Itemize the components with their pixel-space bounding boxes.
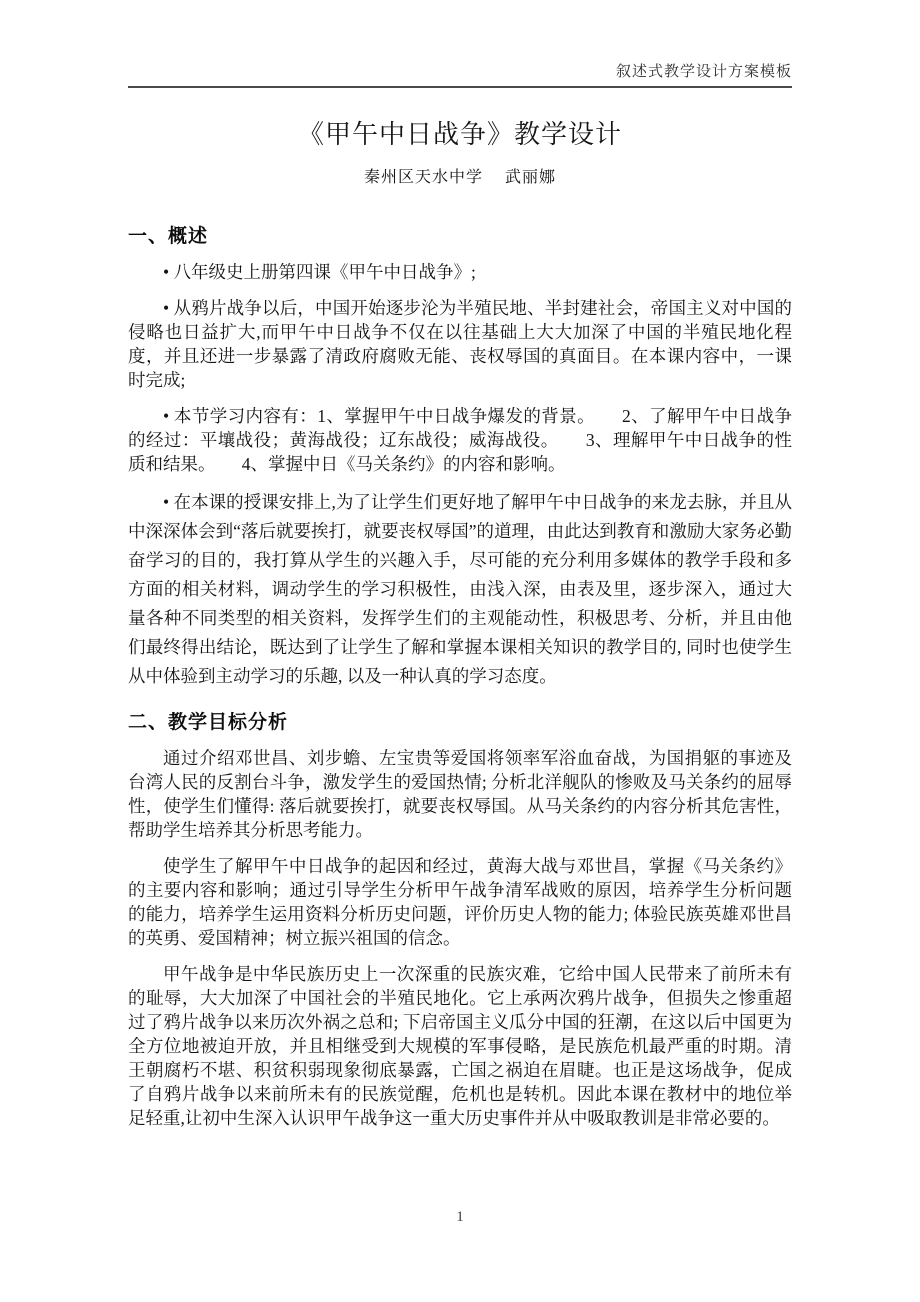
overview-bullet-2: • 从鸦片战争以后，中国开始逐步沦为半殖民地、半封建社会，帝国主义对中国的侵略也日益扩大,而甲午中日战争不仅在以往基础上大大加深了中国的半殖民地化程度，并且还进一步暴露了清政府腐败无能、丧权辱国的真面目。在本课内容中，一课时完成; bbox=[128, 298, 792, 390]
overview-bullet-3: • 本节学习内容有：1、掌握甲午中日战争爆发的背景。 2、了解甲午中日战争的经过：平壤战役；黄海战役；辽东战役；威海战役。 3、理解甲午中日战争的性质和结果。 4、掌握中日《马关条约》的内容和影响。 bbox=[128, 406, 792, 474]
section-heading-overview: 一、概述 bbox=[128, 226, 209, 247]
document-header-template-label: 叙述式教学设计方案模板 bbox=[128, 60, 792, 88]
page-number: 1 bbox=[456, 1209, 464, 1225]
document-byline: 秦州区天水中学 武丽娜 bbox=[363, 169, 556, 186]
goals-paragraph-3: 甲午战争是中华民族历史上一次深重的民族灾难，它给中国人民带来了前所未有的耻辱，大大加深了中国社会的半殖民地化。它上承两次鸦片战争，但损失之惨重超过了鸦片战争以来历次外祸之总和; 下启帝国主义瓜分中国的狂潮，在这以后中国更为全方位地被迫开放，并且相继受到大规模的军事侵略，是民族危机最严重的时期。清王朝腐朽不堪、积贫积弱现象彻底暴露，亡国之祸迫在眉睫。也正是这场战争，促成了自鸦片战争以来前所未有的民族觉醒，危机也是转机。因此本课在教材中的地位举足轻重,让初中生深入认识甲午战争这一重大历史事件并从中吸取教训是非常必要的。 bbox=[128, 964, 792, 1128]
overview-bullet-1: • 八年级史上册第四课《甲午中日战争》; bbox=[163, 262, 476, 282]
goals-paragraph-2: 使学生了解甲午中日战争的起因和经过，黄海大战与邓世昌，掌握《马关条约》的主要内容和影响；通过引导学生分析甲午战争清军战败的原因，培养学生分析问题的能力，培养学生运用资料分析历史问题，评价历史人物的能力; 体验民族英雄邓世昌的英勇、爱国精神；树立振兴祖国的信念。 bbox=[128, 856, 792, 948]
section-heading-goals: 二、教学目标分析 bbox=[128, 712, 289, 733]
document-title: 《甲午中日战争》教学设计 bbox=[297, 120, 622, 149]
overview-bullet-4: • 在本课的授课安排上,为了让学生们更好地了解甲午中日战争的来龙去脉，并且从中深深体会到“落后就要挨打，就要丧权辱国”的道理，由此达到教育和激励大家务必勤奋学习的目的，我打算从学生的兴趣入手，尽可能的充分利用多媒体的教学手段和多方面的相关材料，调动学生的学习积极性，由浅入深，由表及里，逐步深入，通过大量各种不同类型的相关资料，发挥学生们的主观能动性，积极思考、分析，并且由他们最终得出结论，既达到了让学生了解和掌握本课相关知识的教学目的, 同时也使学生从中体验到主动学习的乐趣, 以及一种认真的学习态度。 bbox=[128, 492, 792, 686]
goals-paragraph-1: 通过介绍邓世昌、刘步蟾、左宝贵等爱国将领率军浴血奋战，为国捐躯的事迹及台湾人民的反割台斗争，激发学生的爱国热情; 分析北洋舰队的惨败及马关条约的屈辱性，使学生们懂得: 落后就要挨打，就要丧权辱国。从马关条约的内容分析其危害性，帮助学生培养其分析思考能力。 bbox=[128, 748, 792, 840]
